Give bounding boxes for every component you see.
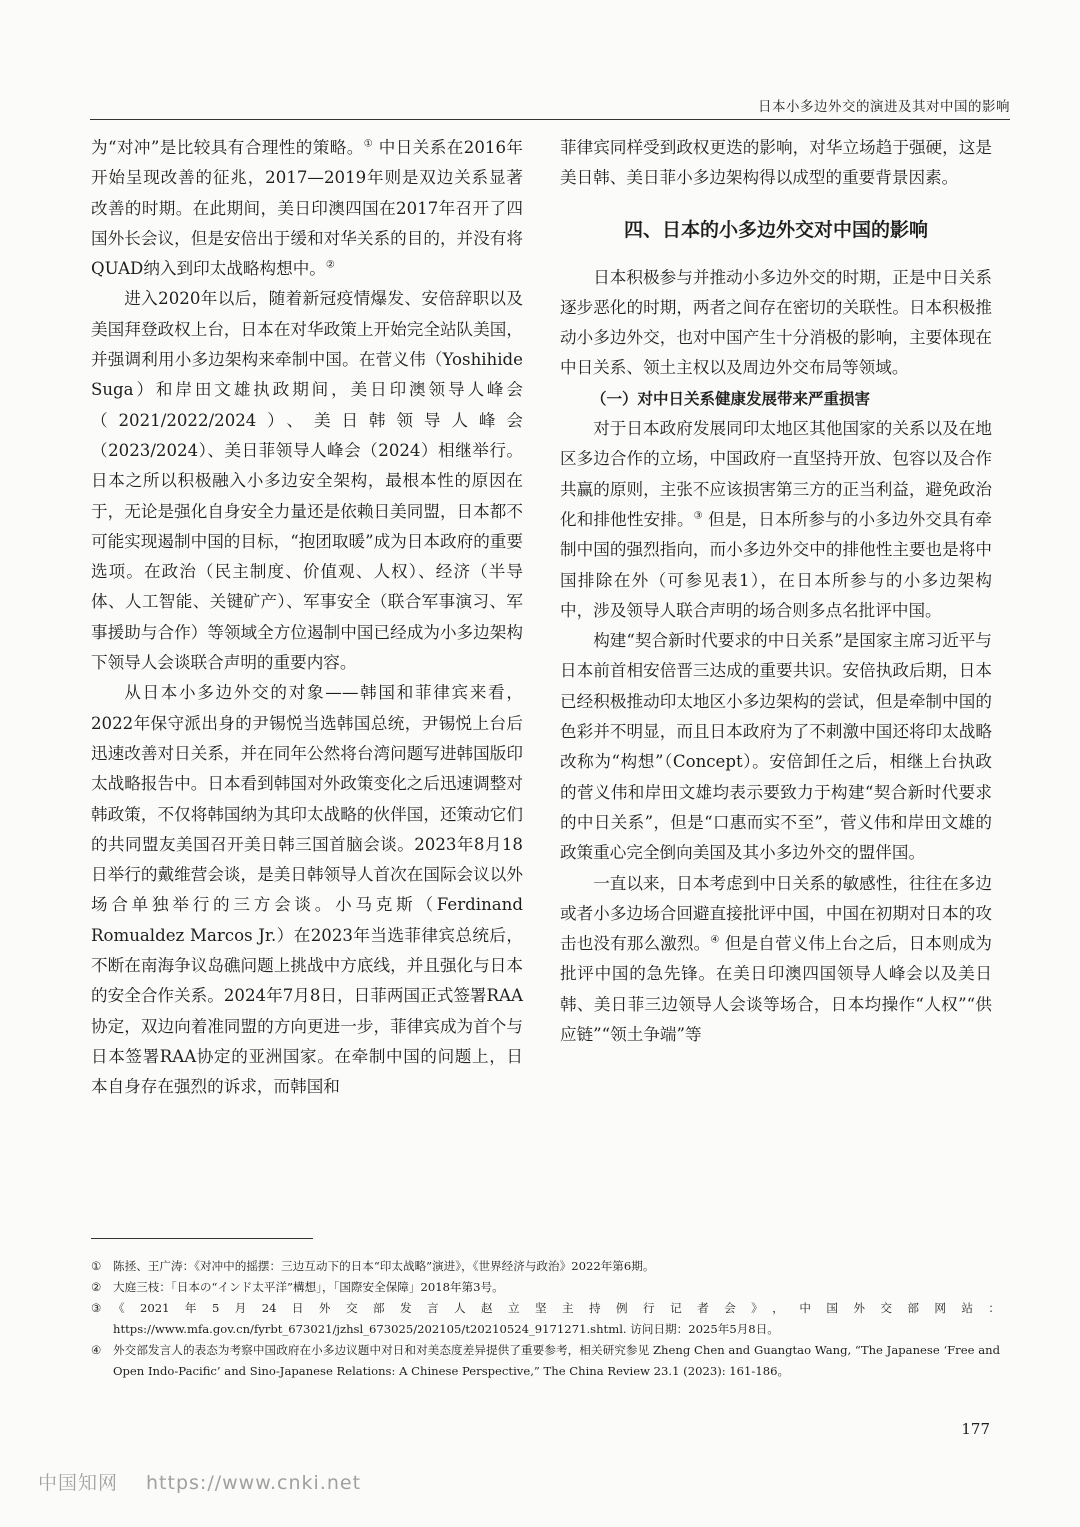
section-heading: 四、日本的小多边外交对中国的影响: [623, 218, 928, 241]
footnote: [91, 1340, 1000, 1382]
page-number: 177: [961, 1420, 990, 1438]
footnote-rule: [91, 1238, 313, 1239]
watermark-brand: 中国知网: [38, 1472, 119, 1494]
sub-heading: （一）对中日关系健康发展带来严重损害: [591, 389, 871, 408]
watermark: [38, 1468, 361, 1495]
footnote: [91, 1277, 1000, 1298]
paragraph: 构建“契合新时代要求的中日关系”是国家主席习近平与日本前首相安倍晋三达成的重要共识。安倍执政后期，日本已经积极推动印太地区小多边架构的尝试，但是牵制中国的色彩并不明显，而且日本政府为了不刺激中国还将印太战略改称为“构想”（Concept）。安倍卸任之后，相继上台执政的菅义伟和岸田文雄均表示要致力于构建“契合新时代要求的中日关系”，但是“口惠而实不至”，菅义伟和岸田文雄的政策重心完全倒向美国及其小多边外交的盟伴国。: [560, 631, 992, 863]
footnote-mark: ③: [91, 1301, 102, 1315]
footnote-mark: ④: [91, 1343, 102, 1357]
paragraph: 菲律宾同样受到政权更迭的影响，对华立场趋于强硬，这是美日韩、美日菲小多边架构得以成型的重要背景因素。: [560, 138, 992, 188]
running-header: 日本小多边外交的演进及其对中国的影响: [758, 99, 1010, 115]
paragraph: 进入2020年以后，随着新冠疫情爆发、安倍辞职以及美国拜登政权上台，日本在对华政策上开始完全站队美国，并强调利用小多边架构来牵制中国。在菅义伟（Yoshihide Suga）和岸田文雄执政期间，美日印澳领导人峰会（2021/2022/2024）、美日韩领导人峰会（2023/2024）、美日菲领导人峰会（2024）相继举行。日本之所以积极融入小多边安全架构，最根本性的原因在于，无论是强化自身安全力量还是依赖日美同盟，日本都不可能实现遏制中国的目标，“抱团取暖”成为日本政府的重要选项。在政治（民主制度、价值观、人权）、经济（半导体、人工智能、关键矿产）、军事安全（联合军事演习、军事援助与合作）等领域全方位遏制中国已经成为小多边架构下领导人会谈联合声明的重要内容。: [91, 289, 523, 673]
footnote-ref[interactable]: ②: [325, 259, 335, 271]
footnote-text: 《2021年5月24日外交部发言人赵立坚主持例行记者会》，中国外交部网站：https://www.mfa.gov.cn/fyrbt_673021/jzhsl_673025/202105/t20210524_9171271.shtml. 访问日期：2025年5月8日。: [113, 1301, 1000, 1336]
header-rule: [90, 119, 1010, 120]
footnote-text: 陈拯、王广涛：《对冲中的摇摆：三边互动下的日本“印太战略”演进》，《世界经济与政治》2022年第6期。: [113, 1259, 655, 1273]
footnote-mark: ②: [91, 1280, 102, 1294]
left-column: [91, 133, 523, 1103]
footnote-mark: ①: [91, 1259, 102, 1273]
footnote: [91, 1256, 1000, 1277]
paragraph: 一直以来，日本考虑到中日关系的敏感性，往往在多边或者小多边场合回避直接批评中国，中国在初期对日本的攻击也没有那么激烈。④ 但是自菅义伟上台之后，日本则成为批评中国的急先锋。在美日印澳四国领导人峰会以及美日韩、美日菲三边领导人会谈等场合，日本均操作“人权”“供应链”“领土争端”等: [560, 873, 992, 1045]
paragraph: 从日本小多边外交的对象——韩国和菲律宾来看，2022年保守派出身的尹锡悦当选韩国总统，尹锡悦上台后迅速改善对日关系，并在同年公然将台湾问题写进韩国版印太战略报告中。日本看到韩国对外政策变化之后迅速调整对韩政策，不仅将韩国纳为其印太战略的伙伴国，还策动它们的共同盟友美国召开美日韩三国首脑会谈。2023年8月18日举行的戴维营会谈，是美日韩领导人首次在国际会议以外场合单独举行的三方会谈。小马克斯（Ferdinand Romualdez Marcos Jr.）在2023年当选菲律宾总统后，不断在南海争议岛礁问题上挑战中方底线，并且强化与日本的安全合作关系。2024年7月8日，日菲两国正式签署RAA协定，双边向着准同盟的方向更进一步，菲律宾成为首个与日本签署RAA协定的亚洲国家。在牵制中国的问题上，日本自身存在强烈的诉求，而韩国和: [91, 683, 523, 1097]
right-column: [560, 133, 992, 1050]
footnote-text: 外交部发言人的表态为考察中国政府在小多边议题中对日和对美态度差异提供了重要参考，相关研究参见 Zheng Chen and Guangtao Wang, “The Japanese ‘Free and Open Indo-Pacific’ and Sino-Japanese Relations: A Chinese Perspective,” The China Review 23.1 (2023): 161-186。: [113, 1343, 1000, 1378]
paragraph: 对于日本政府发展同印太地区其他国家的关系以及在地区多边合作的立场，中国政府一直坚持开放、包容以及合作共赢的原则，主张不应该损害第三方的正当利益，避免政治化和排他性安排。③ 但是，日本所参与的小多边外交具有牵制中国的强烈指向，而小多边外交中的排他性主要也是将中国排除在外（可参见表1），在日本所参与的小多边架构中，涉及领导人联合声明的场合则多点名批评中国。: [560, 419, 993, 620]
watermark-url[interactable]: https://www.cnki.net: [146, 1472, 362, 1494]
footnote-text: 大庭三枝：「日本の“インド太平洋”構想」，「国際安全保障」2018年第3号。: [113, 1280, 504, 1294]
footnote-ref[interactable]: ③: [693, 510, 703, 522]
footnotes: [91, 1256, 1000, 1382]
paragraph: 日本积极参与并推动小多边外交的时期，正是中日关系逐步恶化的时期，两者之间存在密切的关联性。日本积极推动小多边外交，也对中国产生十分消极的影响，主要体现在中日关系、领土主权以及周边外交布局等领域。: [560, 267, 992, 378]
footnote-ref[interactable]: ④: [710, 934, 720, 946]
paragraph: 为“对冲”是比较具有合理性的策略。① 中日关系在2016年开始呈现改善的征兆，2017—2019年则是双边关系显著改善的时期。在此期间，美日印澳四国在2017年召开了四国外长会议，但是安倍出于缓和对华关系的目的，并没有将QUAD纳入到印太战略构想中。②: [91, 138, 523, 279]
footnote: [91, 1298, 1000, 1340]
footnote-ref[interactable]: ①: [363, 138, 374, 150]
